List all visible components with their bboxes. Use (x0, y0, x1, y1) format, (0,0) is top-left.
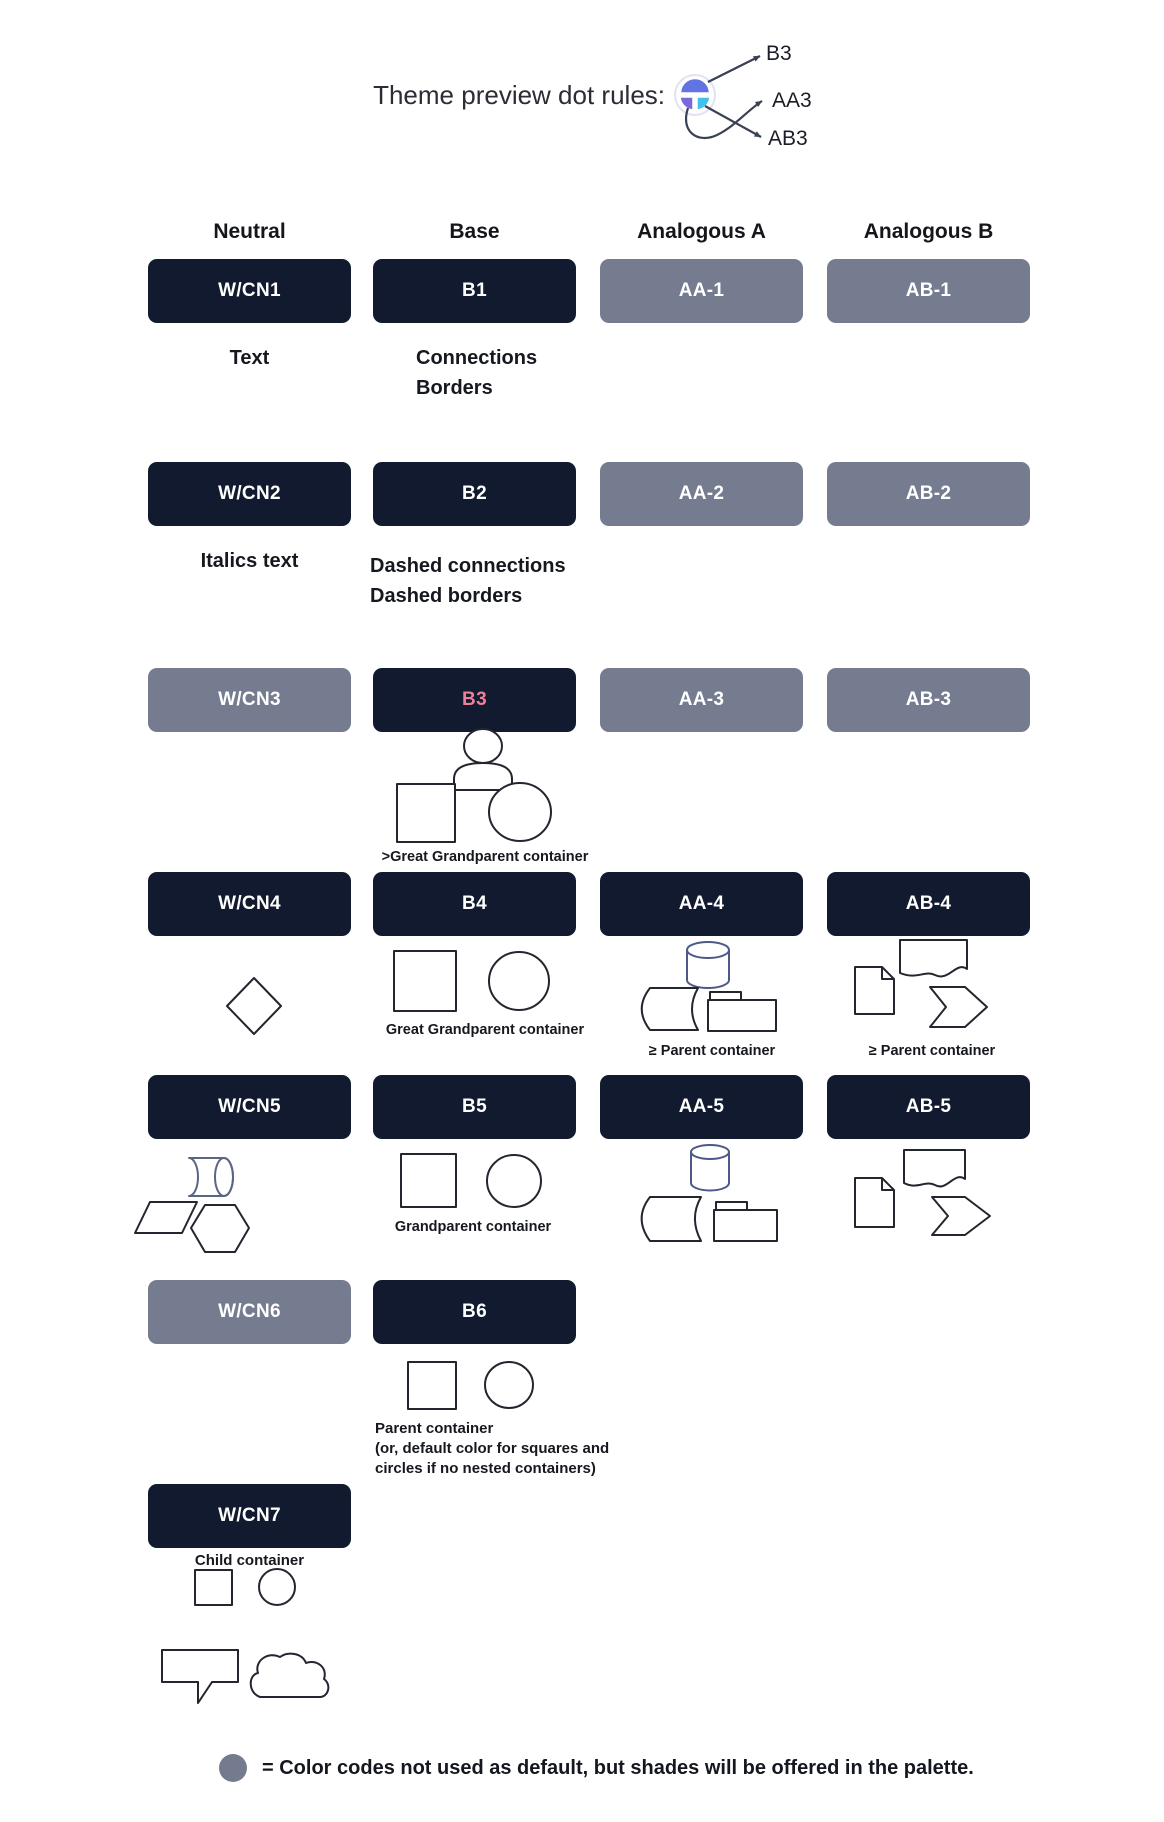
document-shape (855, 967, 894, 1014)
swatch-aa2-label: AA-2 (678, 483, 725, 504)
swatch-b2-label: B2 (462, 483, 487, 504)
circle-shape (487, 1155, 541, 1207)
aa5-shape-group (630, 1140, 790, 1245)
arrow-to-b3 (708, 56, 760, 82)
diamond-shape (227, 978, 281, 1034)
swatch-b1 (373, 259, 576, 323)
column-header-base: Base (449, 220, 500, 243)
horizontal-cylinder-shape (189, 1158, 233, 1196)
swatch-wcn6-label: W/CN6 (218, 1301, 281, 1322)
card-body-shape (714, 1210, 777, 1241)
caption-dashed-borders: Dashed borders (370, 585, 523, 607)
b6-shape-group (395, 1350, 555, 1420)
caption-b3-shapes: >Great Grandparent container (381, 849, 589, 865)
arrow-to-ab3 (705, 106, 761, 137)
swatch-wcn3 (148, 668, 351, 732)
chevron-arrow-shape (930, 987, 987, 1027)
swatch-aa2 (600, 462, 803, 526)
wcn5-shape-group (125, 1140, 265, 1260)
swatch-wcn6 (148, 1280, 351, 1344)
card-body-shape (708, 1000, 776, 1031)
page-title: Theme preview dot rules: (373, 80, 665, 110)
caption-b6-line2: (or, default color for squares and (375, 1440, 610, 1457)
swatch-b5-label: B5 (462, 1096, 487, 1117)
circle-shape (489, 783, 551, 841)
aa4-shape-group (630, 932, 790, 1037)
swatch-aa4-label: AA-4 (678, 893, 725, 914)
dot-label-aa3: AA3 (772, 89, 812, 112)
swatch-wcn2-label: W/CN2 (218, 483, 281, 504)
caption-b6-shapes (375, 1419, 609, 1479)
swatch-ab2 (827, 462, 1030, 526)
swatch-aa3 (600, 668, 803, 732)
column-header-neutral: Neutral (213, 220, 286, 243)
swatch-wcn1 (148, 259, 351, 323)
swatch-ab1-label: AB-1 (905, 280, 952, 301)
wave-banner-shape (900, 940, 967, 976)
swatch-aa3-label: AA-3 (678, 689, 725, 710)
cylinder-top-icon (691, 1145, 729, 1159)
dot-label-b3: B3 (766, 42, 792, 65)
swatch-wcn2 (148, 462, 351, 526)
circle-shape (489, 952, 549, 1010)
caption-borders: Borders (416, 377, 493, 399)
swatch-b6-label: B6 (462, 1301, 487, 1322)
caption-connections: Connections (416, 347, 538, 369)
swatch-aa5 (600, 1075, 803, 1139)
swatch-b5 (373, 1075, 576, 1139)
parallelogram-shape (135, 1202, 197, 1233)
swatch-b4 (373, 872, 576, 936)
circle-shape (259, 1569, 295, 1605)
swatch-ab3 (827, 668, 1030, 732)
swatch-ab4 (827, 872, 1030, 936)
swatch-b4-label: B4 (462, 893, 487, 914)
swatch-wcn4-label: W/CN4 (218, 893, 281, 914)
cylinder-top-icon (687, 942, 729, 958)
swatch-ab4-label: AB-4 (905, 893, 952, 914)
swatch-wcn4 (148, 872, 351, 936)
swatch-wcn7 (148, 1484, 351, 1548)
caption-ab4-shapes: ≥ Parent container (868, 1043, 996, 1059)
swatch-b1-label: B1 (462, 280, 487, 301)
caption-b5-shapes: Grandparent container (394, 1219, 552, 1235)
wcn7-shape-group (180, 1560, 320, 1615)
square-shape (195, 1570, 232, 1605)
stored-data-shape (642, 1197, 701, 1241)
bubble-cloud-shape-group (150, 1635, 340, 1710)
swatch-aa5-label: AA-5 (678, 1096, 725, 1117)
caption-b6-line1: Parent container (375, 1420, 494, 1437)
column-header-analogous-b: Analogous B (863, 220, 994, 243)
swatch-aa1-label: AA-1 (678, 280, 725, 301)
swatch-wcn5 (148, 1075, 351, 1139)
swatch-aa1 (600, 259, 803, 323)
circle-shape (485, 1362, 533, 1408)
gray-dot-icon (219, 1754, 247, 1782)
swatch-ab1 (827, 259, 1030, 323)
swatch-wcn3-label: W/CN3 (218, 689, 281, 710)
swatch-ab5-label: AB-5 (905, 1096, 952, 1117)
swatch-wcn5-label: W/CN5 (218, 1096, 281, 1117)
swatch-wcn7-label: W/CN7 (218, 1505, 281, 1526)
ab5-shape-group (840, 1140, 1000, 1245)
dot-label-ab3: AB3 (768, 127, 808, 150)
caption-text: Text (229, 347, 270, 369)
caption-b6-line3: circles if no nested containers) (375, 1460, 596, 1477)
square-shape (397, 784, 455, 842)
swatch-aa4 (600, 872, 803, 936)
ab4-shape-group (840, 930, 1000, 1035)
wcn4-shape-group (220, 970, 290, 1040)
footer-legend-text: = Color codes not used as default, but shades will be offered in the palette. (262, 1757, 974, 1779)
square-shape (408, 1362, 456, 1409)
caption-dashed (370, 551, 566, 611)
column-header-analogous-a: Analogous A (637, 220, 766, 243)
swatch-wcn1-label: W/CN1 (218, 280, 281, 301)
person-body-icon (454, 763, 512, 790)
stored-data-shape (642, 988, 698, 1030)
square-shape (394, 951, 456, 1011)
caption-b4-shapes: Great Grandparent container (385, 1022, 585, 1038)
caption-wcn7: Child container (194, 1552, 305, 1569)
cloud-shape (251, 1654, 329, 1697)
b4-shape-group (385, 940, 585, 1020)
swatch-ab2-label: AB-2 (905, 483, 952, 504)
caption-connections-borders (416, 343, 537, 403)
chevron-arrow-shape (932, 1197, 990, 1235)
caption-aa4-shapes: ≥ Parent container (648, 1043, 776, 1059)
b5-shape-group (390, 1145, 560, 1220)
square-shape (401, 1154, 456, 1207)
swatch-b2 (373, 462, 576, 526)
b3-shape-group (380, 720, 570, 850)
wave-banner-shape (904, 1150, 965, 1186)
hexagon-shape (191, 1205, 249, 1252)
swatch-b3-label: B3 (462, 689, 487, 710)
swatch-ab5 (827, 1075, 1030, 1139)
swatch-b6 (373, 1280, 576, 1344)
caption-dashed-connections: Dashed connections (370, 555, 566, 577)
caption-italics-text: Italics text (200, 550, 299, 572)
person-head-icon (464, 729, 502, 763)
document-shape (855, 1178, 894, 1227)
swatch-ab3-label: AB-3 (905, 689, 952, 710)
speech-bubble-shape (162, 1650, 238, 1703)
